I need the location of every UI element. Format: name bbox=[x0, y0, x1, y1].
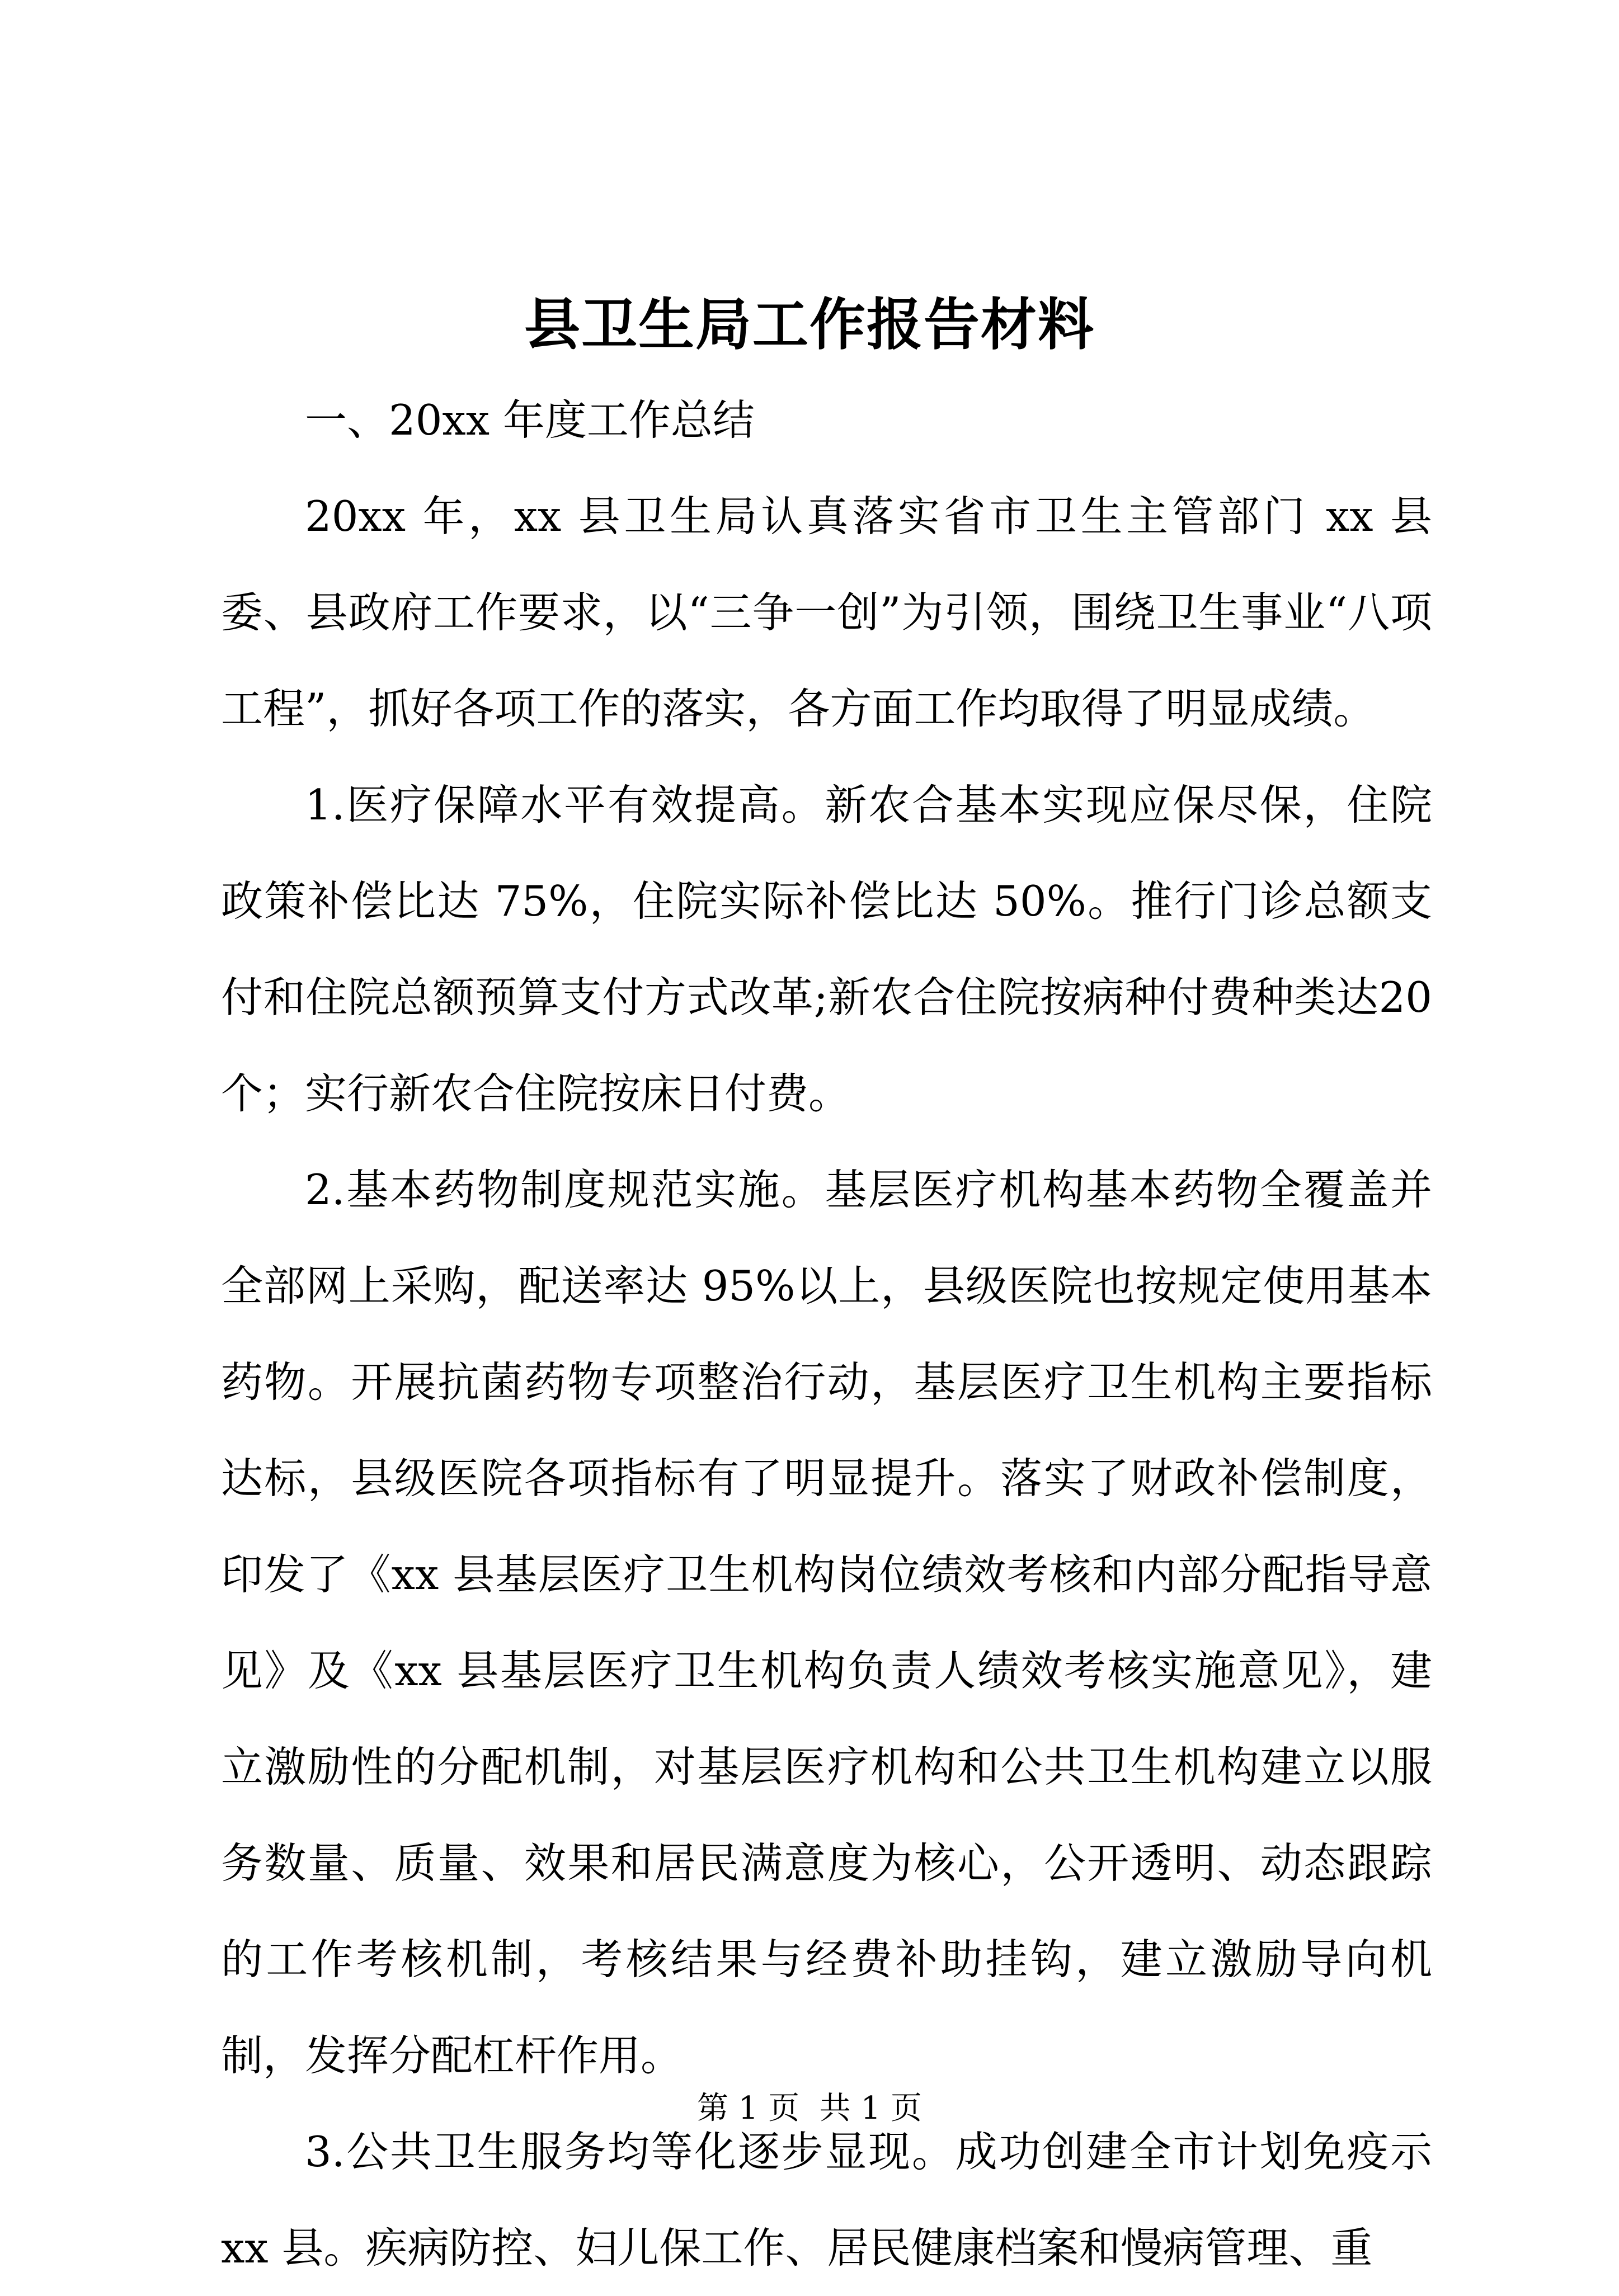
section-heading: 一、20xx 年度工作总结 bbox=[305, 395, 755, 445]
page-footer: 第 1 页 共 1 页 bbox=[696, 2090, 923, 2127]
document-title: 县卫生局工作报告材料 bbox=[524, 291, 1095, 357]
paragraph-intro: 20xx 年，xx 县卫生局认真落实省市卫生主管部门 xx 县委、县政府工作要求，以“三争一创”为引领，围绕卫生事业“八项工程”，抓好各项工作的落实，各方面工作均取得了明显成绩。 bbox=[221, 492, 1432, 733]
paragraph-item-2: 2.基本药物制度规范实施。基层医疗机构基本药物全覆盖并全部网上采购，配送率达 95%以上，县级医院也按规定使用基本药物。开展抗菌药物专项整治行动，基层医疗卫生机构主要指标达标，县级医院各项指标有了明显提升。落实了财政补偿制度，印发了《xx 县基层医疗卫生机构岗位绩效考核和内部分配指导意见》及《xx 县基层医疗卫生机构负责人绩效考核实施意见》，建立激励性的分配机制，对基层医疗机构和公共卫生机构建立以服务数量、质量、效果和居民满意度为核心，公开透明、动态跟踪的工作考核机制，考核结果与经费补助挂钩，建立激励导向机制，发挥分配杠杆作用。 bbox=[221, 1165, 1432, 2080]
paragraph-item-3: 3.公共卫生服务均等化逐步显现。成功创建全市计划免疫示 xx 县。疾病防控、妇儿保工作、居民健康档案和慢病管理、重 bbox=[221, 2127, 1432, 2273]
paragraph-item-1: 1.医疗保障水平有效提高。新农合基本实现应保尽保，住院政策补偿比达 75%，住院实际补偿比达 50%。推行门诊总额支付和住院总额预算支付方式改革;新农合住院按病种付费种类达20个；实行新农合住院按床日付费。 bbox=[221, 780, 1432, 1118]
document-body bbox=[221, 372, 1432, 2296]
